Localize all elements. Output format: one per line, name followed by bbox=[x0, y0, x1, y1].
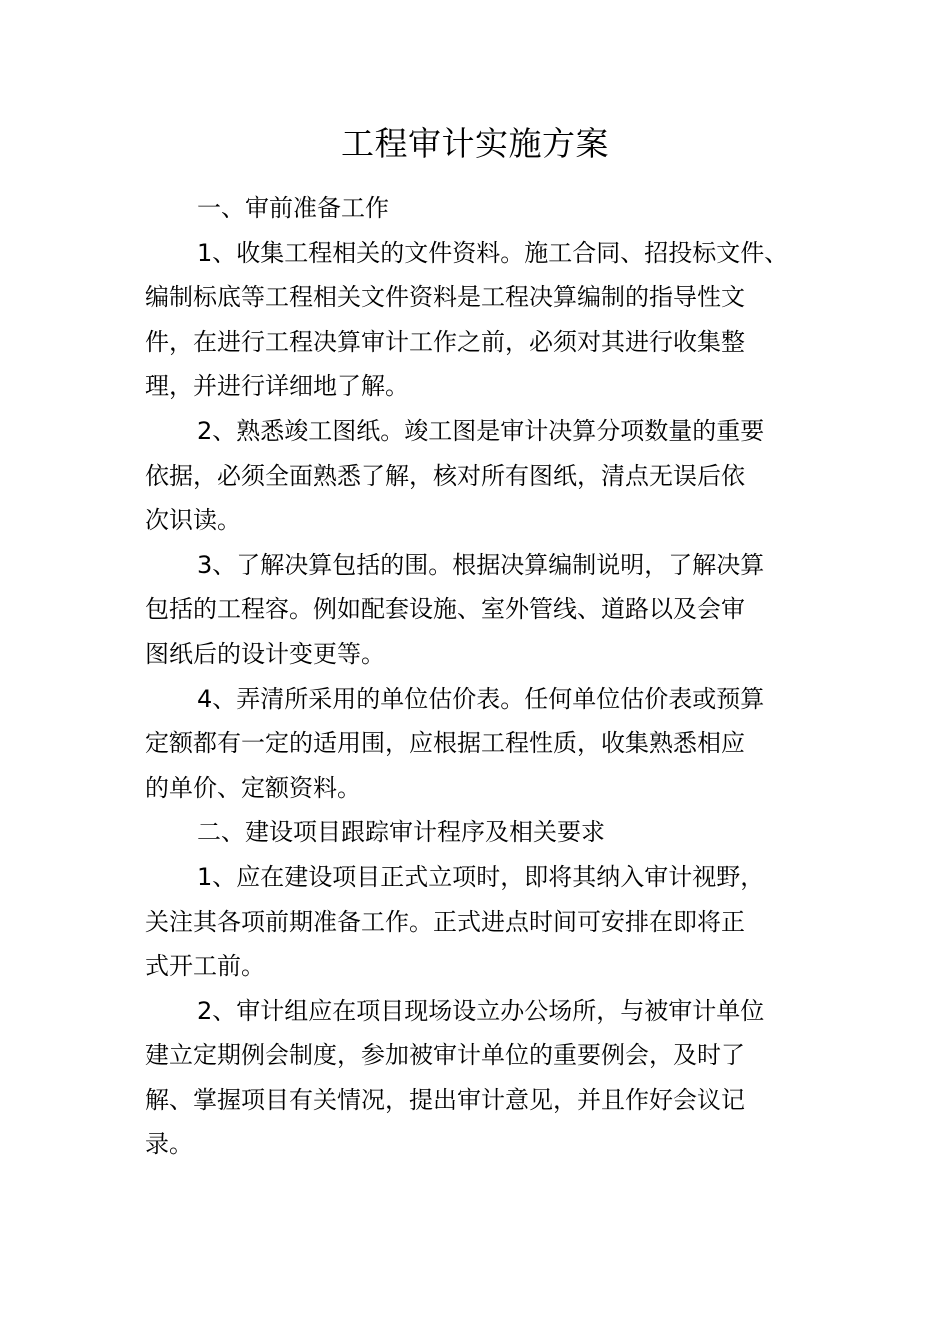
paragraph bbox=[145, 231, 825, 409]
text-line: 2、熟悉竣工图纸。竣工图是审计决算分项数量的重要 bbox=[197, 416, 765, 445]
text-line: 1、收集工程相关的文件资料。施工合同、招投标文件、 bbox=[197, 238, 789, 267]
section-heading bbox=[145, 186, 825, 231]
paragraph bbox=[145, 677, 825, 811]
text-line: 二、建设项目跟踪审计程序及相关要求 bbox=[197, 818, 605, 847]
text-line: 一、审前准备工作 bbox=[197, 194, 389, 222]
text-line: 编制标底等工程相关文件资料是工程决算编制的指导性文 bbox=[145, 283, 745, 312]
text-line: 关注其各项前期准备工作。正式进点时间可安排在即将正 bbox=[145, 907, 745, 936]
text-line: 3、了解决算包括的围。根据决算编制说明，了解决算 bbox=[197, 550, 765, 579]
text-line: 录。 bbox=[145, 1130, 193, 1159]
text-line: 式开工前。 bbox=[145, 952, 265, 981]
section-heading bbox=[145, 810, 825, 855]
text-line: 依据，必须全面熟悉了解，核对所有图纸，清点无误后依 bbox=[145, 461, 745, 490]
text-line: 4、弄清所采用的单位估价表。任何单位估价表或预算 bbox=[197, 684, 765, 713]
document-body bbox=[145, 186, 825, 1167]
text-line: 定额都有一定的适用围，应根据工程性质，收集熟悉相应 bbox=[145, 729, 745, 758]
document-title: 工程审计实施方案 bbox=[341, 124, 609, 163]
paragraph bbox=[145, 855, 825, 989]
text-line: 建立定期例会制度，参加被审计单位的重要例会，及时了 bbox=[145, 1041, 745, 1070]
text-line: 次识读。 bbox=[145, 506, 241, 535]
text-line: 包括的工程容。例如配套设施、室外管线、道路以及会审 bbox=[145, 595, 745, 624]
text-line: 1、应在建设项目正式立项时，即将其纳入审计视野， bbox=[197, 862, 765, 891]
text-line: 理，并进行详细地了解。 bbox=[145, 372, 409, 401]
text-line: 解、掌握项目有关情况，提出审计意见，并且作好会议记 bbox=[145, 1085, 745, 1114]
text-line: 2、审计组应在项目现场设立办公场所，与被审计单位 bbox=[197, 996, 765, 1025]
paragraph bbox=[145, 409, 825, 543]
text-line: 的单价、定额资料。 bbox=[145, 773, 361, 802]
paragraph bbox=[145, 543, 825, 677]
text-line: 件，在进行工程决算审计工作之前，必须对其进行收集整 bbox=[145, 327, 745, 356]
text-line: 图纸后的设计变更等。 bbox=[145, 639, 385, 668]
paragraph bbox=[145, 989, 825, 1167]
